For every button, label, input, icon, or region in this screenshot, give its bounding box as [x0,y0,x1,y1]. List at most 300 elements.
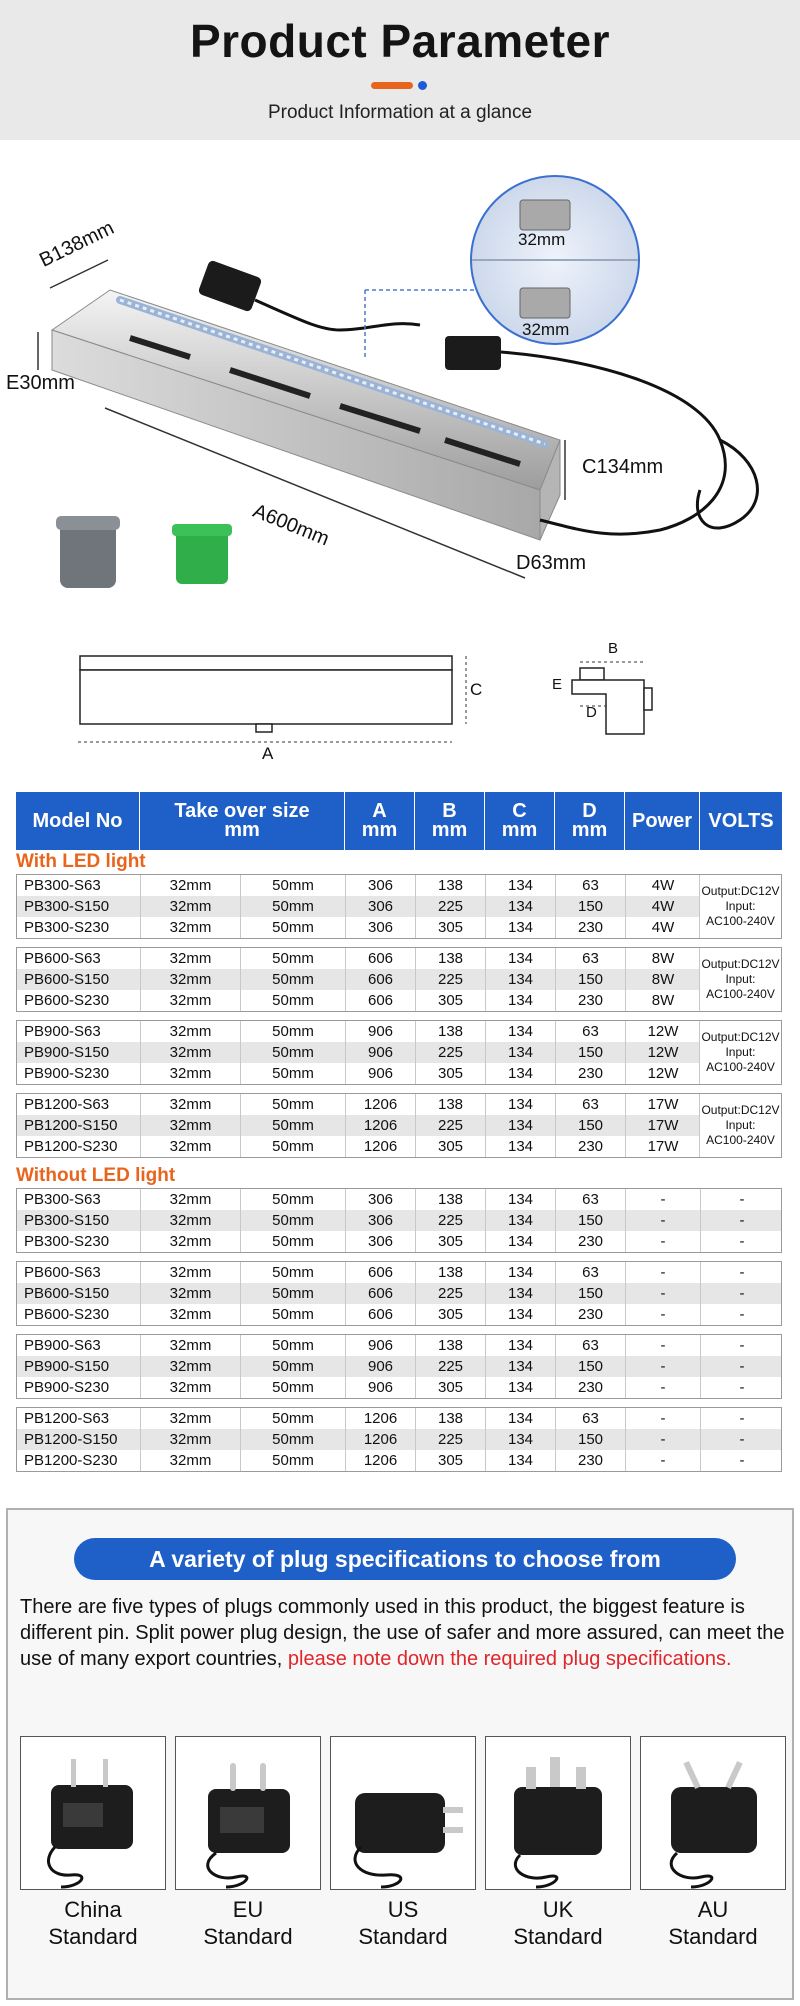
table-cell: 134 [486,1094,556,1115]
table-cell: 150 [556,1356,626,1377]
table-cell: 230 [556,1304,626,1325]
led-model-group [16,947,782,1012]
table-cell: 305 [416,1231,486,1252]
table-cell: 63 [556,1189,626,1210]
table-cell: 306 [346,1210,416,1231]
table-cell: PB1200-S63 [17,1094,141,1115]
dimension-d-label: D63mm [516,552,587,574]
table-cell: 12W [626,1021,701,1042]
table-cell: 63 [556,1335,626,1356]
table-cell: 32mm [141,1021,241,1042]
plug-standard: Standard [48,1924,138,1949]
table-cell: 150 [556,1210,626,1231]
table-row [17,1136,781,1157]
table-cell: 4W [626,896,701,917]
volts-note [699,948,781,1011]
table-cell: 1206 [346,1136,416,1157]
plug-standard: Standard [203,1924,293,1949]
schematic-a-label: A [262,744,274,763]
table-cell: - [626,1210,701,1231]
schematic-e-label: E [552,676,563,693]
table-cell: PB600-S230 [17,990,141,1011]
table-cell: 134 [486,1042,556,1063]
volts-note-line: AC100-240V [706,914,775,928]
table-cell: 138 [416,1262,486,1283]
table-cell: 32mm [141,1356,241,1377]
table-cell: 50mm [241,1136,346,1157]
thread-bottom-label: 32mm [522,320,570,339]
table-cell: PB600-S230 [17,1304,141,1325]
product-illustration [0,140,800,610]
table-cell: 50mm [241,1262,346,1283]
plug-standard: Standard [358,1924,448,1949]
table-cell: PB300-S150 [17,1210,141,1231]
table-cell: PB1200-S63 [17,1408,141,1429]
without-led-groups [16,1188,782,1472]
table-cell: 134 [486,1021,556,1042]
table-cell: 134 [486,1450,556,1471]
table-cell: PB300-S150 [17,896,141,917]
table-cell: 50mm [241,1063,346,1084]
table-cell: PB300-S63 [17,875,141,896]
table-cell: 134 [486,1063,556,1084]
plug-label [330,1896,476,1950]
header-a: A mm [345,792,415,850]
table-cell: 906 [346,1042,416,1063]
model-group [16,1261,782,1326]
plug-name: China [64,1897,122,1922]
table-cell: 134 [486,1304,556,1325]
table-cell: 134 [486,1210,556,1231]
table-cell: 138 [416,1335,486,1356]
dimension-e-label: E30mm [6,372,75,394]
table-cell: 63 [556,1094,626,1115]
au-plug-icon [640,1736,786,1890]
table-cell: PB300-S230 [17,1231,141,1252]
table-cell: 606 [346,1262,416,1283]
table-cell: 32mm [141,1189,241,1210]
table-header [16,792,782,850]
table-row [17,990,781,1011]
table-cell: PB600-S150 [17,969,141,990]
table-cell: 50mm [241,1042,346,1063]
led-model-group [16,874,782,939]
plug-label [485,1896,631,1950]
table-cell: 230 [556,1450,626,1471]
volts-note-line: Input: [725,1045,756,1059]
table-cell: 32mm [141,990,241,1011]
table-cell: - [739,1285,745,1302]
plug-card[interactable] [20,1736,166,1950]
table-cell: - [739,1452,745,1469]
table-cell: 50mm [241,875,346,896]
table-cell: - [626,1377,701,1398]
table-cell: 134 [486,1189,556,1210]
table-cell: 134 [486,875,556,896]
led-model-group [16,1093,782,1158]
table-row [17,1063,781,1084]
table-cell: 17W [626,1094,701,1115]
table-row [17,969,781,990]
table-cell: 63 [556,875,626,896]
table-cell: PB1200-S230 [17,1450,141,1471]
plug-card[interactable] [640,1736,786,1950]
table-cell: 305 [416,1063,486,1084]
table-cell: 134 [486,1231,556,1252]
header-c: C mm [485,792,555,850]
table-cell: 32mm [141,1335,241,1356]
table-cell: 606 [346,969,416,990]
table-cell: - [739,1191,745,1208]
model-group [16,1188,782,1253]
header-d: D mm [555,792,625,850]
table-cell: 305 [416,1304,486,1325]
without-led-title: Without LED light [16,1165,176,1186]
table-cell: 225 [416,1429,486,1450]
table-cell: 50mm [241,1115,346,1136]
table-cell: - [626,1283,701,1304]
table-cell: 305 [416,990,486,1011]
table-row [17,1450,781,1471]
table-cell: 32mm [141,1450,241,1471]
table-cell: 50mm [241,896,346,917]
table-cell: 225 [416,1283,486,1304]
table-cell: - [626,1450,701,1471]
table-cell: 305 [416,1450,486,1471]
page-title: Product Parameter [189,15,611,67]
table-cell: 63 [556,1262,626,1283]
table-cell: 150 [556,1042,626,1063]
table-cell: 32mm [141,1115,241,1136]
volts-note-line: AC100-240V [706,1133,775,1147]
table-row [17,1304,781,1325]
table-cell: 906 [346,1335,416,1356]
table-cell: 1206 [346,1408,416,1429]
table-row [17,1408,781,1429]
table-cell: 32mm [141,1094,241,1115]
volts-note [699,1021,781,1084]
table-cell: 32mm [141,1283,241,1304]
table-row [17,1356,781,1377]
table-cell: 134 [486,1335,556,1356]
table-cell: 50mm [241,1283,346,1304]
table-cell: - [739,1212,745,1229]
table-cell: 50mm [241,1377,346,1398]
table-cell: - [626,1304,701,1325]
table-cell: PB900-S230 [17,1063,141,1084]
table-cell: 150 [556,896,626,917]
table-row [17,1042,781,1063]
table-cell: 225 [416,1115,486,1136]
table-row [17,917,781,938]
table-cell: 306 [346,917,416,938]
header-model: Model No [16,792,140,850]
table-row [17,1189,781,1210]
table-row [17,1283,781,1304]
schematic-b-label: B [608,640,619,657]
plug-title: A variety of plug specifications to choose from [74,1538,736,1580]
plug-standard: Standard [513,1924,603,1949]
table-cell: PB600-S63 [17,948,141,969]
table-cell: 606 [346,1283,416,1304]
table-cell: 63 [556,948,626,969]
table-cell: 305 [416,917,486,938]
table-cell: PB600-S63 [17,1262,141,1283]
table-cell: PB900-S63 [17,1335,141,1356]
table-cell: 134 [486,1356,556,1377]
table-row [17,1335,781,1356]
table-cell: 8W [626,969,701,990]
table-cell: 906 [346,1021,416,1042]
schematic-c-label: C [470,680,483,699]
plug-card[interactable] [485,1736,631,1950]
table-cell: 32mm [141,1304,241,1325]
table-cell: 1206 [346,1115,416,1136]
header-volts: VOLTS [708,809,774,832]
volts-note [699,875,781,938]
table-cell: 225 [416,896,486,917]
table-cell: 32mm [141,896,241,917]
table-cell: 305 [416,1136,486,1157]
plug-description: There are five types of plugs commonly used in this product, the biggest feature is different pin. Split power plug design, the use of safer and more assured, can meet the use of many export countries, please note down the required plug specifications. [20,1596,785,1670]
table-cell: 1206 [346,1429,416,1450]
table-cell: - [626,1189,701,1210]
table-cell: 134 [486,990,556,1011]
table-cell: 17W [626,1136,701,1157]
table-cell: 32mm [141,1210,241,1231]
table-cell: PB900-S230 [17,1377,141,1398]
table-cell: 32mm [141,917,241,938]
table-cell: 32mm [141,1377,241,1398]
header-take-over: Take over size mm [140,792,345,850]
table-cell: PB1200-S230 [17,1136,141,1157]
table-cell: 50mm [241,1304,346,1325]
table-cell: 4W [626,875,701,896]
table-cell: - [739,1379,745,1396]
table-cell: 134 [486,1429,556,1450]
table-cell: 50mm [241,1189,346,1210]
header-power: Power [625,792,700,850]
plug-standard: Standard [668,1924,758,1949]
table-cell: 134 [486,1408,556,1429]
table-cell: 306 [346,1231,416,1252]
table-cell: - [739,1358,745,1375]
table-cell: 50mm [241,1429,346,1450]
table-cell: 50mm [241,1356,346,1377]
title-accent-dot [418,81,427,90]
table-cell: 32mm [141,1262,241,1283]
with-led-title: With LED light [16,851,146,872]
table-cell: PB1200-S150 [17,1429,141,1450]
dimension-c-label: C134mm [582,456,664,478]
table-cell: PB600-S150 [17,1283,141,1304]
table-row [17,948,781,969]
table-cell: 134 [486,896,556,917]
table-cell: 134 [486,1136,556,1157]
table-cell: 1206 [346,1450,416,1471]
table-row [17,1262,781,1283]
table-cell: 225 [416,1210,486,1231]
volts-note-line: Input: [725,1118,756,1132]
volts-note-line: Output:DC12V [701,1030,780,1044]
table-cell: 50mm [241,1094,346,1115]
table-cell: - [739,1306,745,1323]
table-cell: 50mm [241,1210,346,1231]
with-led-groups [16,874,782,1158]
table-cell: 32mm [141,1042,241,1063]
table-row [17,1429,781,1450]
plug-name: EU [232,1897,264,1922]
plug-card[interactable] [175,1736,321,1950]
plug-label [640,1896,786,1950]
table-cell: 225 [416,1042,486,1063]
table-cell: 1206 [346,1094,416,1115]
table-cell: 32mm [141,948,241,969]
us-plug-icon [330,1736,476,1890]
table-cell: 12W [626,1042,701,1063]
table-cell: PB300-S230 [17,917,141,938]
volts-note-line: AC100-240V [706,1060,775,1074]
table-row [17,1210,781,1231]
table-cell: 32mm [141,1429,241,1450]
table-cell: 150 [556,1429,626,1450]
table-cell: 230 [556,1136,626,1157]
volts-note-line: Output:DC12V [701,884,780,898]
table-cell: 134 [486,1115,556,1136]
table-cell: 230 [556,1377,626,1398]
table-cell: 134 [486,1262,556,1283]
table-cell: PB300-S63 [17,1189,141,1210]
table-cell: 138 [416,1408,486,1429]
table-cell: 305 [416,1377,486,1398]
table-cell: 306 [346,875,416,896]
parameter-table [16,792,782,1480]
table-cell: 906 [346,1377,416,1398]
plug-card[interactable] [330,1736,476,1950]
table-cell: - [626,1356,701,1377]
table-row [17,1021,781,1042]
table-cell: - [626,1262,701,1283]
table-cell: 906 [346,1356,416,1377]
thread-top-label: 32mm [518,230,566,249]
plug-panel [6,1508,794,2000]
table-row [17,1377,781,1398]
volts-note-line: Input: [725,972,756,986]
table-cell: 32mm [141,969,241,990]
table-cell: 32mm [141,875,241,896]
table-cell: 63 [556,1021,626,1042]
dimension-a-label: A600mm [249,500,333,551]
china-plug-icon [20,1736,166,1890]
table-cell: 906 [346,1063,416,1084]
table-cell: - [739,1410,745,1427]
table-cell: 606 [346,1304,416,1325]
table-cell: 306 [346,1189,416,1210]
uk-plug-icon [485,1736,631,1890]
table-cell: 138 [416,1094,486,1115]
table-cell: 32mm [141,1231,241,1252]
table-cell: PB1200-S150 [17,1115,141,1136]
model-group [16,1334,782,1399]
table-cell: - [739,1233,745,1250]
table-cell: 50mm [241,969,346,990]
table-row [17,875,781,896]
table-cell: 150 [556,1115,626,1136]
volts-note-line: Output:DC12V [701,957,780,971]
schematic-d-label: D [586,704,597,721]
plug-name: US [387,1897,419,1922]
plug-cards [20,1736,786,1950]
led-model-group [16,1020,782,1085]
table-cell: 50mm [241,948,346,969]
table-row [17,1094,781,1115]
table-row [17,1115,781,1136]
table-cell: 138 [416,948,486,969]
schematic-drawing [0,610,800,790]
table-cell: - [626,1231,701,1252]
table-cell: 134 [486,1283,556,1304]
table-cell: 230 [556,917,626,938]
dimension-b-label: B138mm [36,216,118,272]
table-cell: 50mm [241,1231,346,1252]
plug-label [20,1896,166,1950]
eu-plug-icon [175,1736,321,1890]
table-cell: - [739,1431,745,1448]
table-cell: 230 [556,1063,626,1084]
page-subtitle: Product Information at a glance [267,102,533,123]
header-b: B mm [415,792,485,850]
table-cell: - [739,1264,745,1281]
table-cell: 8W [626,990,701,1011]
table-cell: 134 [486,948,556,969]
table-cell: 17W [626,1115,701,1136]
plug-name: UK [542,1897,574,1922]
table-cell: PB900-S63 [17,1021,141,1042]
plug-label [175,1896,321,1950]
table-cell: 306 [346,896,416,917]
table-cell: 12W [626,1063,701,1084]
table-cell: 50mm [241,990,346,1011]
table-cell: 606 [346,948,416,969]
table-cell: 50mm [241,1021,346,1042]
table-cell: 138 [416,1189,486,1210]
table-cell: - [626,1408,701,1429]
table-cell: 4W [626,917,701,938]
table-row [17,896,781,917]
table-row [17,1231,781,1252]
table-cell: 138 [416,875,486,896]
table-cell: 32mm [141,1063,241,1084]
table-cell: 50mm [241,1450,346,1471]
table-cell: 225 [416,1356,486,1377]
plug-note: please note down the required plug specifications. [287,1648,732,1670]
volts-note-line: Input: [725,899,756,913]
table-cell: 150 [556,1283,626,1304]
model-group [16,1407,782,1472]
table-cell: - [626,1335,701,1356]
volts-note [699,1094,781,1157]
volts-note-line: Output:DC12V [701,1103,780,1117]
volts-note-line: AC100-240V [706,987,775,1001]
table-cell: 50mm [241,1335,346,1356]
table-cell: - [626,1429,701,1450]
page-header [0,0,800,140]
product-drawing [0,140,800,610]
table-cell: 230 [556,990,626,1011]
table-cell: 138 [416,1021,486,1042]
table-cell: 150 [556,969,626,990]
table-cell: 134 [486,969,556,990]
